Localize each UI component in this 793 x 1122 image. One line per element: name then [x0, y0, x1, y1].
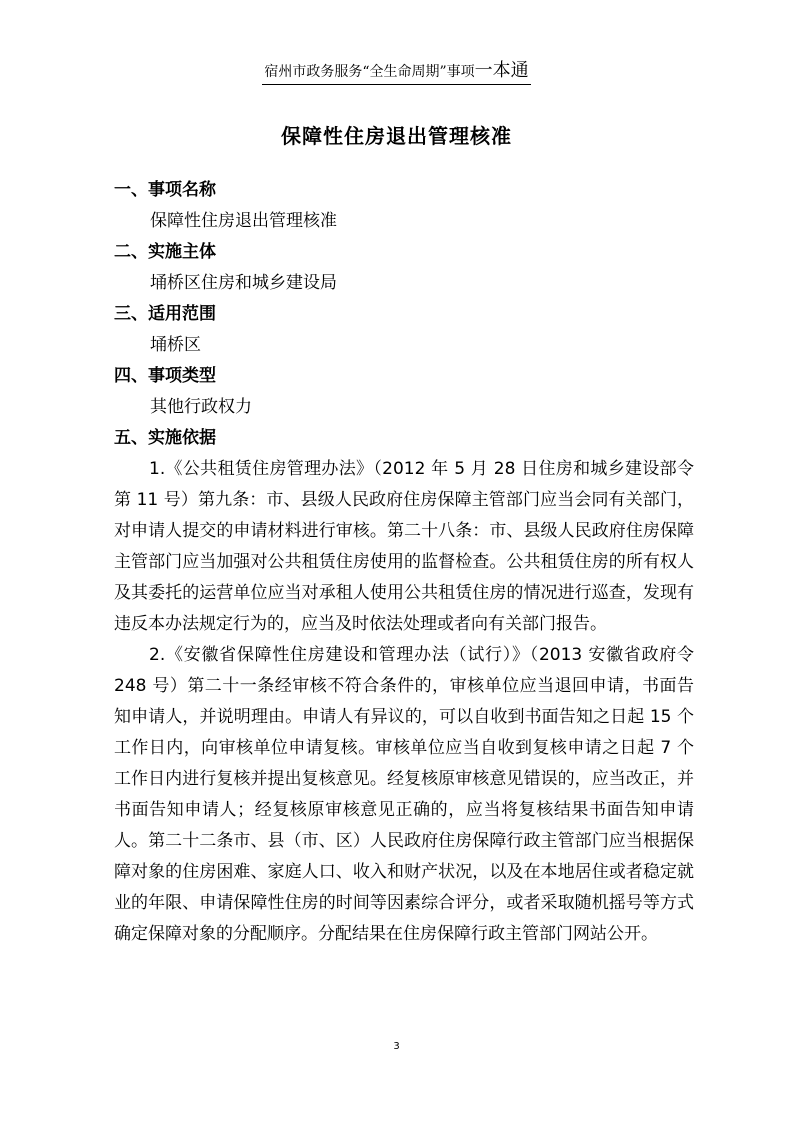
document-body	[114, 175, 694, 950]
legal-basis-paragraph: 2.《安徽省保障性住房建设和管理办法（试行）》（2013 安徽省政府令 248 号）第二十一条经审核不符合条件的，审核单位应当退回申请，书面告知申请人，并说明理由。申请人有异议的，可以自收到书面告知之日起 15 个工作日内，向审核单位申请复核。审核单位应当自收到复核申请之日起 7 个工作日内进行复核并提出复核意见。经复核原审核意见错误的，应当改正，并书面告知申请人；经复核原审核意见正确的，应当将复核结果书面告知申请人。第二十二条市、县（市、区）人民政府住房保障行政主管部门应当根据保障对象的住房困难、家庭人口、收入和财产状况，以及在本地居住或者稳定就业的年限、申请保障性住房的时间等因素综合评分，或者采取随机摇号等方式确定保障对象的分配顺序。分配结果在住房保障行政主管部门网站公开。	[114, 645, 694, 944]
section-implementing-body	[114, 237, 694, 299]
section-legal-basis	[114, 423, 694, 950]
section-body: 保障性住房退出管理核准	[150, 211, 337, 231]
section-body: 其他行政权力	[150, 397, 252, 417]
document-title: 保障性住房退出管理核准	[281, 124, 512, 148]
header-large-text: 一本通	[474, 60, 529, 81]
header-main-text: 宿州市政务服务“全生命周期”事项	[264, 64, 475, 80]
section-body: 埇桥区	[150, 335, 201, 355]
running-header	[0, 60, 793, 85]
section-heading: 四、事项类型	[114, 366, 216, 386]
section-heading: 一、事项名称	[114, 180, 216, 200]
section-item-name	[114, 175, 694, 237]
running-header-text	[262, 60, 530, 85]
section-heading: 二、实施主体	[114, 242, 216, 262]
section-heading: 五、实施依据	[114, 428, 216, 448]
section-item-type	[114, 361, 694, 423]
section-heading: 三、适用范围	[114, 304, 216, 324]
section-body: 埇桥区住房和城乡建设局	[150, 273, 337, 293]
page-number: 3	[393, 1041, 400, 1052]
legal-basis-paragraph: 1.《公共租赁住房管理办法》（2012 年 5 月 28 日住房和城乡建设部令第 11 号）第九条：市、县级人民政府住房保障主管部门应当会同有关部门，对申请人提交的申请材料进行审核。第二十八条：市、县级人民政府住房保障主管部门应当加强对公共租赁住房使用的监督检查。公共租赁住房的所有权人及其委托的运营单位应当对承租人使用公共租赁住房的情况进行巡查，发现有违反本办法规定行为的，应当及时依法处理或者向有关部门报告。	[114, 459, 694, 634]
section-scope	[114, 299, 694, 361]
